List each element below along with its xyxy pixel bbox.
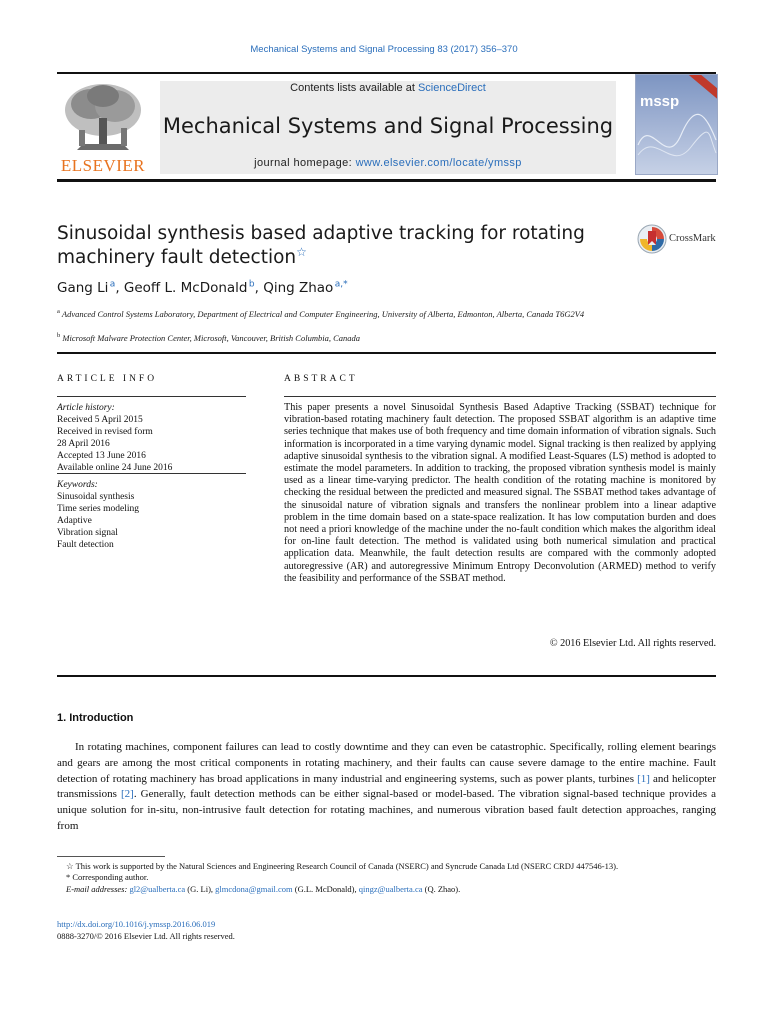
funding-text: This work is supported by the Natural Sciences and Engineering Research Council of Canada (NSERC) and Syncrude Canada Ltd (NSERC CRDJ 447546-13).	[75, 861, 619, 871]
footnotes	[57, 861, 716, 895]
reference-link[interactable]: [2]	[120, 788, 134, 801]
sciencedirect-link[interactable]: ScienceDirect	[417, 82, 486, 94]
crossmark-label: CrossMark	[669, 233, 716, 244]
homepage-link[interactable]: www.elsevier.com/locate/ymssp	[355, 157, 522, 169]
footnote-mark: *	[66, 872, 71, 883]
doi-link[interactable]: http://dx.doi.org/10.1016/j.ymssp.2016.06.019	[57, 919, 216, 929]
issn-line: 0888-3270/© 2016 Elsevier Ltd. All rights reserved.	[57, 931, 235, 941]
author-name: Qing Zhao	[263, 280, 334, 296]
homepage-line	[160, 157, 616, 169]
author-affil-mark[interactable]: a,*	[334, 279, 348, 290]
email-link[interactable]: qingz@ualberta.ca	[358, 883, 423, 894]
footnote-mark: ☆	[66, 861, 74, 871]
history-item: Accepted 13 June 2016	[57, 451, 146, 461]
publisher-name: ELSEVIER	[60, 156, 146, 175]
article-info-rule	[57, 396, 246, 397]
author-name: Gang Li	[57, 280, 109, 296]
email-footnote	[57, 884, 716, 895]
keyword-item: Adaptive	[57, 516, 92, 526]
author-name: Geoff L. McDonald	[123, 280, 248, 296]
history-item: Received 5 April 2015	[57, 415, 143, 425]
abstract-rule	[284, 396, 716, 397]
crossmark-icon	[637, 224, 667, 254]
homepage-prefix: journal homepage:	[254, 157, 356, 169]
crossmark-badge[interactable]	[637, 224, 719, 256]
history-label: Article history:	[57, 403, 115, 413]
affiliation-text: Microsoft Malware Protection Center, Microsoft, Vancouver, British Columbia, Canada	[62, 332, 361, 343]
section-heading: 1. Introduction	[57, 712, 134, 724]
affiliation-mark: a	[57, 308, 60, 315]
contents-line	[160, 82, 616, 94]
corresponding-footnote	[57, 872, 716, 883]
paper-title-text: Sinusoidal synthesis based adaptive tracking for rotating machinery fault detection	[57, 223, 585, 268]
abstract-copyright: © 2016 Elsevier Ltd. All rights reserved.	[549, 638, 716, 649]
history-item: Received in revised form	[57, 427, 153, 437]
history-item: 28 April 2016	[57, 439, 110, 449]
abstract-heading: ABSTRACT	[284, 374, 358, 384]
article-info-heading: ARTICLE INFO	[57, 374, 158, 384]
section-rule	[57, 352, 716, 354]
abstract-text: This paper presents a novel Sinusoidal Synthesis Based Adaptive Tracking (SSBAT) technique for vibration-based rotating machinery fault detection. The proposed SSBAT algorithm is an adaptive time series technique that makes use of both frequency and time domain information of vibration signals. Such information is incorporated in a time varying dynamic model. Signal tracking is then realized by applying adaptive sinusoidal synthesis to the vibration signal. A modified Least-Squares (LS) method is adopted to estimate the model parameters. In addition to tracking, the proposed vibration synthesis model is mainly used as a linear time-varying predictor. The health condition of the rotating machine is monitored by checking the residual between the predicted and measured signal. The SSBAT method takes advantage of the sinusoidal nature of vibration signals and transfers the nonlinear problem into a linear adaptive problem in the time domain based on a state-space realization. It has low computation burden and does not need a priori knowledge of the machine under the no-fault condition which makes the algorithm ideal for on-line fault detection. The method is validated using both numerical simulation and practical application data. Meanwhile, the fault detection results are compared with the commonly adopted autoregressive (AR) and autoregressive Minimum Entropy Deconvolution (ARMED) method to verify the feasibility and performance of the SSBAT method.	[284, 402, 716, 584]
journal-title: Mechanical Systems and Signal Processing	[162, 114, 614, 138]
keywords-label: Keywords:	[57, 480, 98, 490]
title-footnote-mark[interactable]: ☆	[296, 244, 307, 259]
author-list: Gang Li $^a$, Geoff L. McDonald $^b$, Qing Zhao $^{a,*}$	[57, 279, 348, 296]
footnote-rule	[57, 856, 165, 857]
journal-citation[interactable]: Mechanical Systems and Signal Processing 83 (2017) 356–370	[250, 44, 518, 55]
top-rule	[57, 72, 716, 74]
masthead	[160, 81, 616, 174]
contents-prefix: Contents lists available at	[290, 82, 418, 94]
paper-title	[57, 222, 617, 270]
intro-paragraph	[57, 740, 716, 835]
article-history	[57, 402, 257, 474]
keywords	[57, 479, 257, 551]
keyword-item: Time series modeling	[57, 504, 139, 514]
affiliation-text: Advanced Control Systems Laboratory, Department of Electrical and Computer Engineering, University of Alberta, Edmonton, Alberta, Canada T6G2V4	[61, 308, 585, 319]
cover-title: mssp	[640, 93, 680, 110]
email-link[interactable]: gl2@ualberta.ca	[129, 883, 186, 894]
elsevier-logo[interactable]	[57, 80, 149, 174]
elsevier-tree-icon	[57, 80, 149, 156]
affiliation-b	[57, 330, 657, 344]
author-affil-mark[interactable]: b	[248, 279, 255, 290]
masthead-rule	[57, 179, 716, 182]
intro-text: In rotating machines, component failures can lead to costly downtime and they can even be catastrophic. Specifically, rolling element bearings and gears are among the most critical components in rotating machinery, and their faults can cause severe damage to the entire machine. Fault detection of rotating machinery has broad applications in many industrial and engineering systems, such as power plants, turbines	[57, 741, 716, 785]
affiliation-mark: b	[57, 332, 61, 339]
funding-footnote	[57, 861, 716, 872]
email-owner: (Q. Zhao).	[422, 883, 461, 894]
email-owner: (G. Li),	[185, 883, 216, 894]
cover-wave-icon	[636, 75, 717, 174]
keywords-rule	[57, 473, 246, 474]
author-affil-mark[interactable]: a	[109, 279, 116, 290]
email-owner: (G.L. McDonald),	[292, 883, 359, 894]
intro-text: and helicopter transmissions	[57, 772, 716, 801]
keyword-item: Sinusoidal synthesis	[57, 492, 135, 502]
email-link[interactable]: glmcdona@gmail.com	[215, 883, 293, 894]
abstract-end-rule	[57, 675, 716, 677]
journal-cover[interactable]	[635, 74, 718, 175]
corresponding-text: Corresponding author.	[72, 872, 149, 883]
intro-text: . Generally, fault detection methods can be either signal-based or model-based. The vibration signal-based technique provides a unique solution for in-situ, non-intrusive fault detection for rotating machines, and numerous vibration based fault detection approaches, ranging from	[57, 788, 716, 832]
history-item: Available online 24 June 2016	[57, 463, 173, 473]
affiliation-a	[57, 306, 657, 320]
keyword-item: Fault detection	[57, 540, 114, 550]
reference-link[interactable]: [1]	[637, 772, 650, 785]
keyword-item: Vibration signal	[57, 528, 118, 538]
email-label: E-mail addresses:	[66, 883, 130, 894]
